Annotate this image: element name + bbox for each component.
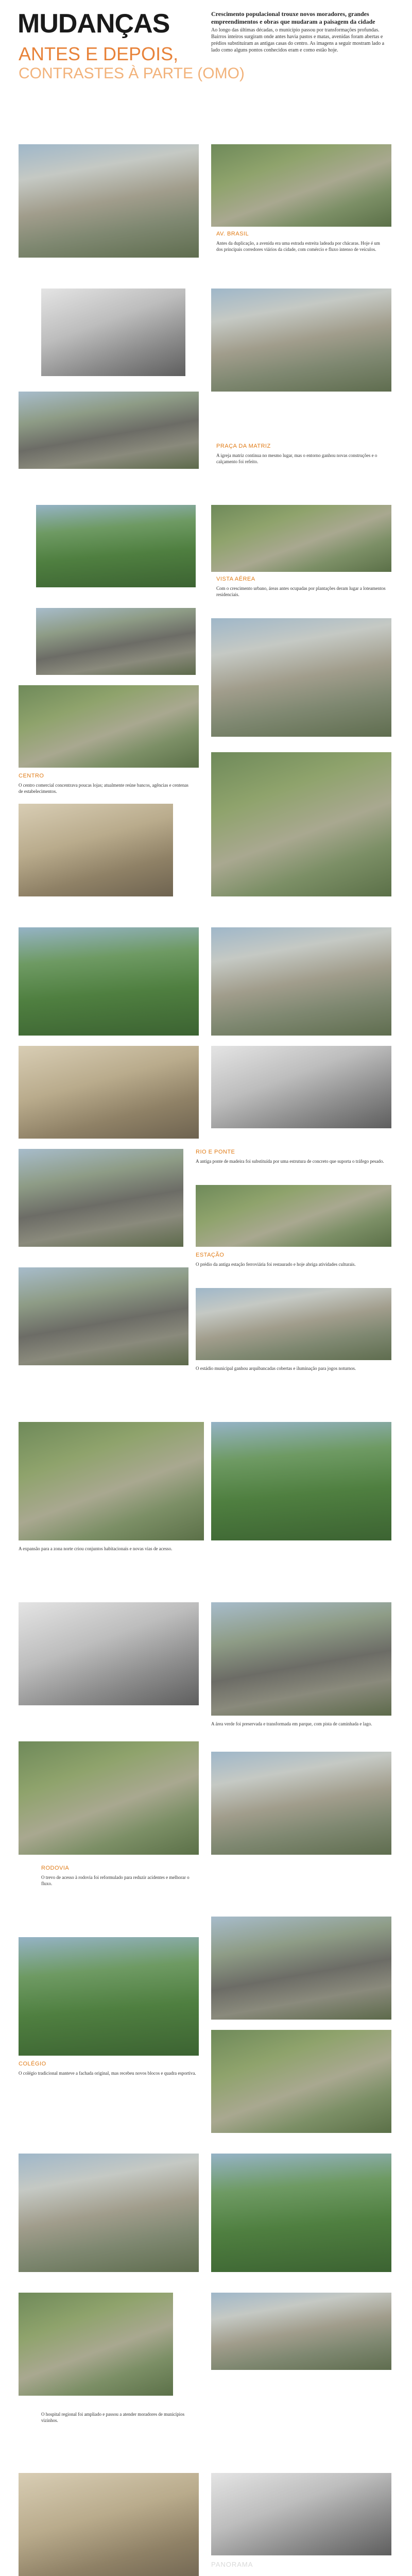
- photo-now: [211, 1422, 391, 1540]
- photo-now: [211, 927, 391, 1036]
- photo-now: [211, 1752, 391, 1855]
- block-label: CENTRO: [19, 773, 44, 779]
- block-text: A expansão para a zona norte criou conjuntos habitacionais e novas vias de acesso.: [19, 1546, 173, 1551]
- photo-then: [19, 927, 199, 1036]
- block-label: RODOVIA: [41, 1865, 70, 1871]
- block-label: VISTA AÉREA: [216, 576, 255, 582]
- photo-now: [36, 505, 196, 587]
- block-label: AV. BRASIL: [216, 231, 249, 237]
- subtitle-line-2: CONTRASTES À PARTE (OMO): [19, 65, 245, 82]
- photo-now: [211, 1917, 391, 2020]
- photo-then: [36, 608, 196, 675]
- photo-now: [211, 618, 391, 737]
- photo-then: [19, 2473, 199, 2576]
- block-text: Antes da duplicação, a avenida era uma estrada estreita ladeada por chácaras. Hoje é um dos principais corredores viários da cidade, com comércio e fluxo intenso de veículos.: [216, 241, 380, 252]
- subtitle-line-1: ANTES E DEPOIS,: [19, 43, 179, 64]
- photo-then: [211, 1046, 391, 1128]
- block-label: PANORAMA: [211, 2561, 253, 2568]
- photo-then: [19, 1422, 204, 1540]
- photo-now: [211, 2293, 391, 2370]
- photo-now: [211, 1602, 391, 1716]
- block-text: A antiga ponte de madeira foi substituída por uma estrutura de concreto que suporta o tráfego pesado.: [196, 1159, 384, 1164]
- page-title: MUDANÇAS: [18, 9, 170, 39]
- block-text: O hospital regional foi ampliado e passou a atender moradores de municípios vizinhos.: [41, 2412, 185, 2423]
- intro-text: Ao longo das últimas décadas, o município passou por transformações profundas. Bairros inteiros surgiram onde antes havia pastos e matas, avenidas foram abertas e prédios substituíram as antigas casas do centro. As imagens a seguir mostram lado a lado como alguns pontos conhecidos eram e como estão hoje.: [211, 27, 385, 53]
- photo-now: [196, 1185, 391, 1247]
- photo-then: [19, 685, 199, 768]
- block-label: PRAÇA DA MATRIZ: [216, 443, 271, 449]
- block-text: O colégio tradicional manteve a fachada original, mas recebeu novos blocos e quadra esportiva.: [19, 2071, 196, 2076]
- block-text: O centro comercial concentrava poucas lojas; atualmente reúne bancos, agências e centenas de estabelecimentos.: [19, 783, 188, 794]
- photo-then: [19, 1602, 199, 1705]
- photo-then: [19, 2154, 199, 2272]
- photo-now: [19, 1267, 188, 1365]
- block-text: Com o crescimento urbano, áreas antes ocupadas por plantações deram lugar a loteamentos residenciais.: [216, 586, 386, 597]
- photo-then: [19, 1937, 199, 2056]
- block-text: O estádio municipal ganhou arquibancadas cobertas e iluminação para jogos noturnos.: [196, 1366, 356, 1371]
- block-text: O trevo de acesso à rodovia foi reformulado para reduzir acidentes e melhorar o fluxo.: [41, 1875, 190, 1886]
- photo-then: [19, 1741, 199, 1855]
- photo-now: [211, 2154, 391, 2272]
- block-text: A igreja matriz continua no mesmo lugar, mas o entorno ganhou novas construções e o calçamento foi refeito.: [216, 453, 377, 464]
- photo-then: [19, 1149, 183, 1247]
- photo-then: [19, 144, 199, 258]
- photo-then: [19, 1046, 199, 1139]
- photo-now: [211, 752, 391, 896]
- photo-now: [19, 392, 199, 469]
- block-label: ESTAÇÃO: [196, 1252, 225, 1258]
- block-text: O prédio da antiga estação ferroviária foi restaurado e hoje abriga atividades culturais.: [196, 1262, 356, 1267]
- block-label: COLÉGIO: [19, 2061, 46, 2067]
- photo-now: [211, 2030, 391, 2133]
- lead-text: Crescimento populacional trouxe novos moradores, grandes empreendimentos e obras que mudaram a paisagem da cidade: [211, 10, 375, 25]
- block-text: A área verde foi preservada e transformada em parque, com pista de caminhada e lago.: [211, 1721, 372, 1726]
- photo-then: [19, 804, 173, 896]
- block-label: RIO E PONTE: [196, 1149, 235, 1155]
- photo-now: [196, 1288, 391, 1360]
- photo-now: [211, 144, 391, 227]
- photo-now: [211, 289, 391, 392]
- photo-now: [211, 505, 391, 572]
- photo-then: [211, 2473, 391, 2555]
- photo-then: [41, 289, 185, 376]
- photo-then: [19, 2293, 173, 2396]
